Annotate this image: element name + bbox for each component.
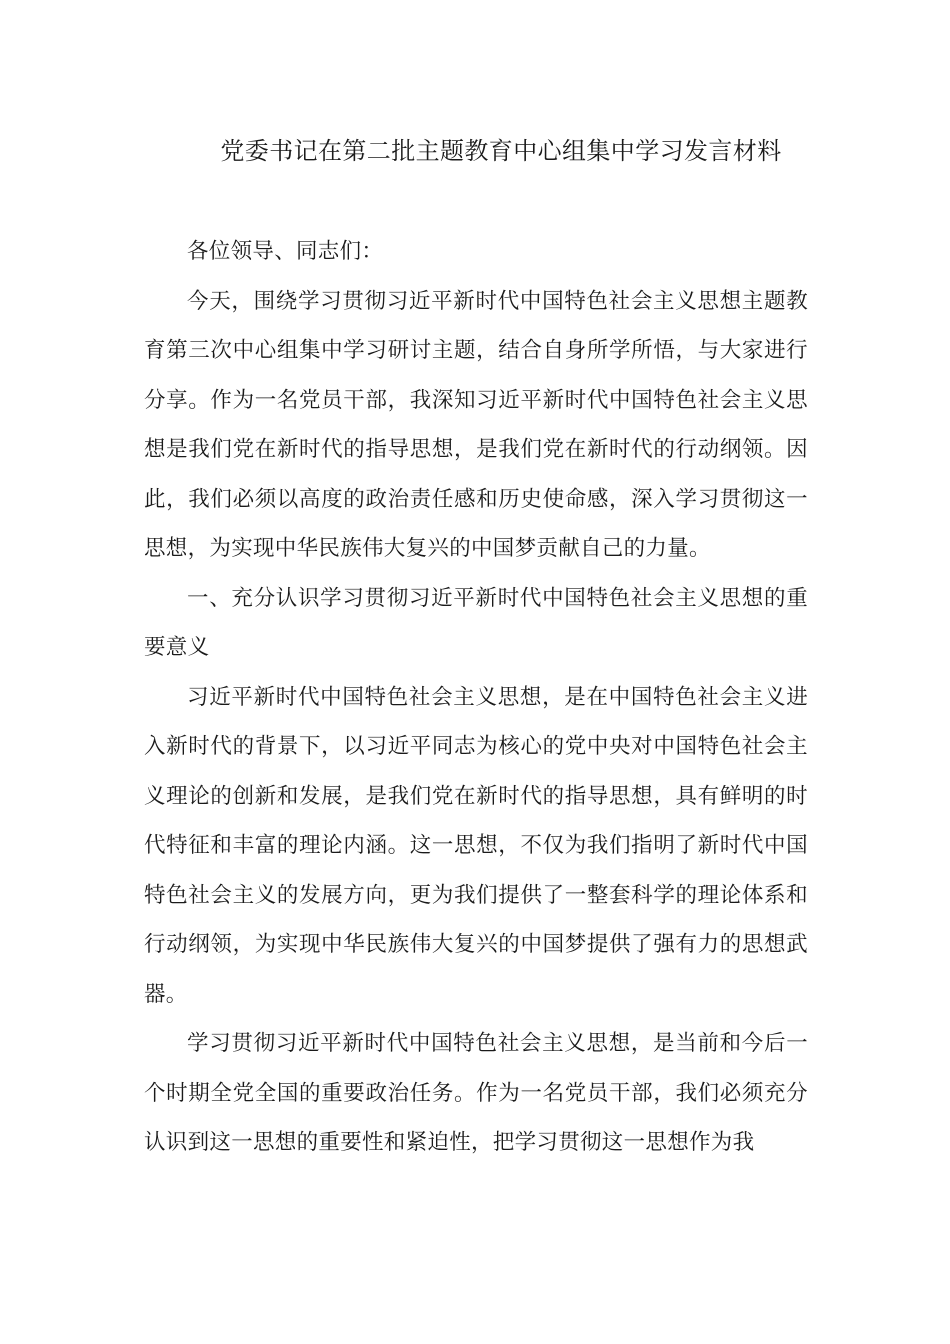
document-title: 党委书记在第二批主题教育中心组集中学习发言材料 (220, 137, 782, 165)
section-heading: 一、充分认识学习贯彻习近平新时代中国特色社会主义思想的重要意义 (144, 585, 808, 660)
body-paragraph: 学习贯彻习近平新时代中国特色社会主义思想，是当前和今后一个时期全党全国的重要政治任务。作为一名党员干部，我们必须充分认识到这一思想的重要性和紧迫性，把学习贯彻这一思想作为我 (144, 1031, 808, 1155)
document-body (144, 227, 808, 1168)
salutation-paragraph: 各位领导、同志们： (187, 239, 384, 264)
intro-paragraph: 今天，围绕学习贯彻习近平新时代中国特色社会主义思想主题教育第三次中心组集中学习研讨主题，结合自身所学所悟，与大家进行分享。作为一名党员干部，我深知习近平新时代中国特色社会主义思想是我们党在新时代的指导思想，是我们党在新时代的行动纲领。因此，我们必须以高度的政治责任感和历史使命感，深入学习贯彻这一思想，为实现中华民族伟大复兴的中国梦贡献自己的力量。 (144, 288, 808, 561)
body-paragraph: 习近平新时代中国特色社会主义思想，是在中国特色社会主义进入新时代的背景下，以习近平同志为核心的党中央对中国特色社会主义理论的创新和发展，是我们党在新时代的指导思想，具有鲜明的时代特征和丰富的理论内涵。这一思想，不仅为我们指明了新时代中国特色社会主义的发展方向，更为我们提供了一整套科学的理论体系和行动纲领，为实现中华民族伟大复兴的中国梦提供了强有力的思想武器。 (144, 684, 808, 1007)
